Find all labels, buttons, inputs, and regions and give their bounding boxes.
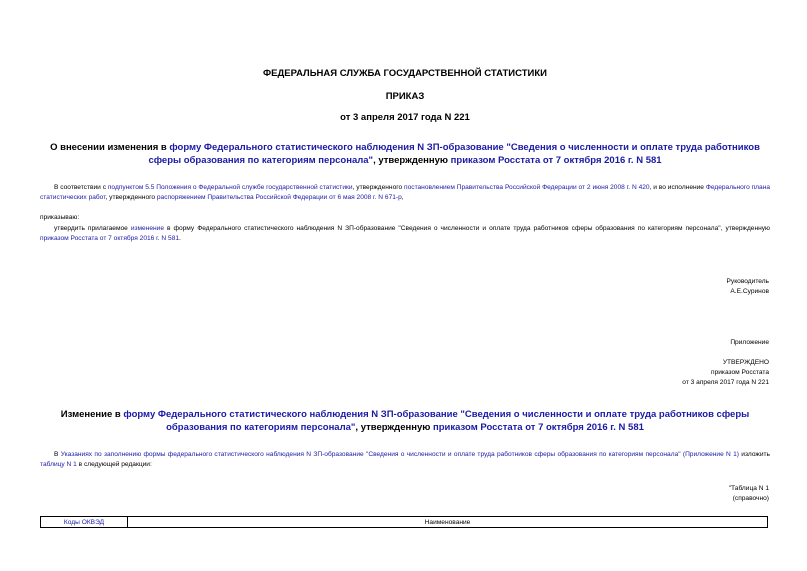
- signature-role: Руководитель: [726, 278, 769, 285]
- para3-text-1: В: [54, 451, 61, 458]
- para1-text-5: ,: [401, 194, 404, 201]
- appendix-label: Приложение: [730, 339, 769, 346]
- approval-date: от 3 апреля 2017 года N 221: [682, 379, 769, 386]
- table-header-codes: [41, 517, 128, 528]
- table-note: [729, 484, 769, 504]
- table-note-name: "Таблица N 1: [728, 485, 769, 492]
- order-date-number: от 3 апреля 2017 года N 221: [340, 112, 470, 123]
- para1-link-plan[interactable]: Федерального плана статистических работ: [40, 184, 770, 201]
- para2-link-change[interactable]: изменение: [130, 225, 165, 232]
- title-form-link[interactable]: форму Федерального статистического наблюдения N ЗП-образование "Сведения о численности и оплате труда работников сферы образования по категориям персонала": [148, 142, 760, 166]
- doc-type-heading: ПРИКАЗ: [385, 91, 425, 102]
- title-order-link[interactable]: приказом Росстата от 7 октября 2016 г. N 581: [450, 155, 662, 166]
- title-pre: О внесении изменения в: [50, 142, 170, 153]
- paragraph-basis: [40, 183, 770, 203]
- paragraph-approve: [40, 224, 770, 244]
- para3-text-3: в следующей редакции:: [76, 461, 152, 468]
- para2-text-3: .: [179, 235, 181, 242]
- para1-link-regulation[interactable]: подпунктом 5.5 Положения о Федеральной службе государственной статистики: [107, 184, 353, 191]
- para1-link-decree[interactable]: постановлением Правительства Российской Федерации от 2 июня 2008 г. N 420: [404, 184, 650, 191]
- table-header-name: Наименование: [128, 517, 768, 528]
- para3-link-table[interactable]: таблицу N 1: [40, 461, 77, 468]
- approval-block: [682, 358, 769, 388]
- title2-mid: , утвержденную: [355, 422, 433, 433]
- signature-block: [727, 277, 769, 297]
- para1-text-2: , утвержденного: [352, 184, 405, 191]
- para1-text-1: В соответствии с: [54, 184, 108, 191]
- table-header-row: [41, 517, 768, 528]
- agency-heading: ФЕДЕРАЛЬНАЯ СЛУЖБА ГОСУДАРСТВЕННОЙ СТАТИСТИКИ: [263, 68, 547, 79]
- approval-approved: УТВЕРЖДЕНО: [722, 359, 769, 366]
- change-title: [40, 408, 770, 434]
- para3-text-2: изложить: [738, 451, 770, 458]
- para1-text-4: , утвержденного: [105, 194, 157, 201]
- okved-table: [40, 516, 768, 528]
- para2-text-1: утвердить прилагаемое: [54, 225, 131, 232]
- okved-link[interactable]: Коды ОКВЭД: [63, 518, 105, 526]
- title2-order-link[interactable]: приказом Росстата от 7 октября 2016 г. N 581: [433, 422, 644, 433]
- approval-by: приказом Росстата: [711, 369, 769, 376]
- para2-link-order[interactable]: приказом Росстата от 7 октября 2016 г. N 581: [40, 235, 180, 242]
- para2-text-2: в форму Федерального статистического наблюдения N ЗП-образование "Сведения о численности и оплате труда работников сферы образования по категориям персонала", утвержденную: [164, 225, 770, 232]
- signature-name: А.Е.Суринов: [730, 288, 769, 295]
- paragraph-instructions: [40, 450, 770, 470]
- para3-link-instructions[interactable]: Указаниях по заполнению формы федерального статистического наблюдения N ЗП-образование "Сведения о численности и оплате труда работников сферы образования по категориям персонала" (Приложение N 1): [60, 451, 739, 458]
- para1-text-3: , и во исполнение: [649, 184, 706, 191]
- order-word: приказываю:: [40, 214, 80, 221]
- title2-form-link[interactable]: форму Федерального статистического наблюдения N ЗП-образование "Сведения о численности и оплате труда работников сферы образования по категориям персонала": [123, 409, 750, 433]
- title2-pre: Изменение в: [60, 409, 124, 420]
- para1-link-order[interactable]: распоряжением Правительства Российской Федерации от 6 мая 2008 г. N 671-р: [156, 194, 402, 201]
- table-note-kind: (справочно): [732, 495, 769, 502]
- title-mid: , утвержденную: [373, 155, 451, 166]
- order-title: [40, 141, 770, 167]
